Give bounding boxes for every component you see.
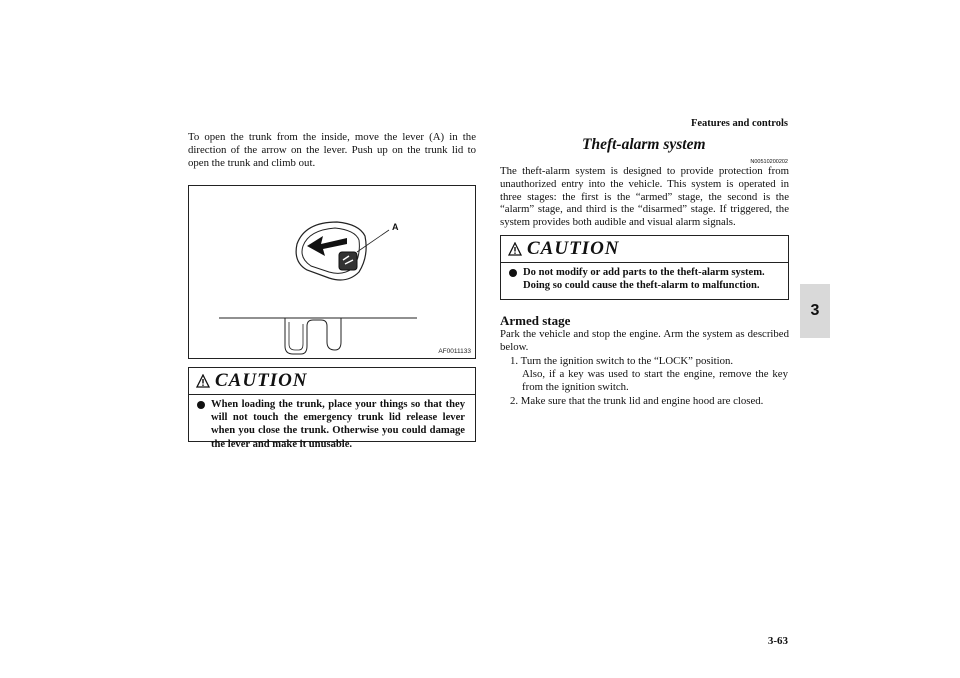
- trunk-intro-text: To open the trunk from the inside, move the lever (A) in the direction of the arrow on the lever. Push up on the trunk lid to open the trunk and climb out.: [188, 131, 476, 169]
- caution-body: [501, 263, 788, 296]
- warning-triangle-icon: [196, 374, 210, 388]
- section-title: Theft-alarm system: [582, 136, 706, 153]
- caution-text: When loading the trunk, place your things so that they will not touch the emergency trunk lid release lever when you close the trunk. Otherwise you could damage the lever and make it unusable.: [211, 399, 465, 450]
- caution-line-1: Do not modify or add parts to the theft-alarm system.: [523, 267, 765, 278]
- step-1: 1. Turn the ignition switch to the “LOCK” position.: [510, 355, 734, 367]
- armed-stage-heading: Armed stage: [500, 313, 571, 328]
- caution-box-theft-alarm: [500, 235, 789, 300]
- caution-header: [189, 368, 475, 395]
- page-number: 3-63: [767, 635, 788, 647]
- armed-stage-body: Park the vehicle and stop the engine. Arm the system as described below.: [500, 328, 789, 353]
- figure-code: AF0011133: [438, 348, 471, 355]
- trunk-lever-figure: [188, 185, 476, 359]
- caution-title: CAUTION: [215, 370, 308, 391]
- bullet-dot-icon: [197, 401, 205, 409]
- caution-box-trunk: [188, 367, 476, 450]
- chapter-tab: 3: [800, 284, 830, 338]
- bullet-dot-icon: [509, 269, 517, 277]
- step-1-detail: Also, if a key was used to start the engine, remove the key from the ignition switch.: [522, 368, 788, 393]
- lever-label-a: A: [392, 222, 399, 232]
- header-title: Features and controls: [690, 118, 788, 129]
- caution-line-2: Doing so could cause the theft-alarm to malfunction.: [523, 280, 760, 292]
- step-2: 2. Make sure that the trunk lid and engine hood are closed.: [510, 395, 764, 407]
- caution-body: [189, 395, 475, 455]
- caution-header: [501, 236, 788, 263]
- warning-triangle-icon: [508, 242, 522, 256]
- theft-alarm-body: The theft-alarm system is designed to provide protection from unauthorized entry into the vehicle. This system is operated in three stages: the first is the “armed” stage, the second is the “alarm” stage, and third is the “disarmed” stage. If triggered, the system provides both audible and visual alarm signals.: [500, 165, 789, 229]
- trunk-lever-illustration: [189, 186, 475, 358]
- section-code: N00510200202: [750, 159, 788, 165]
- caution-title: CAUTION: [527, 238, 620, 259]
